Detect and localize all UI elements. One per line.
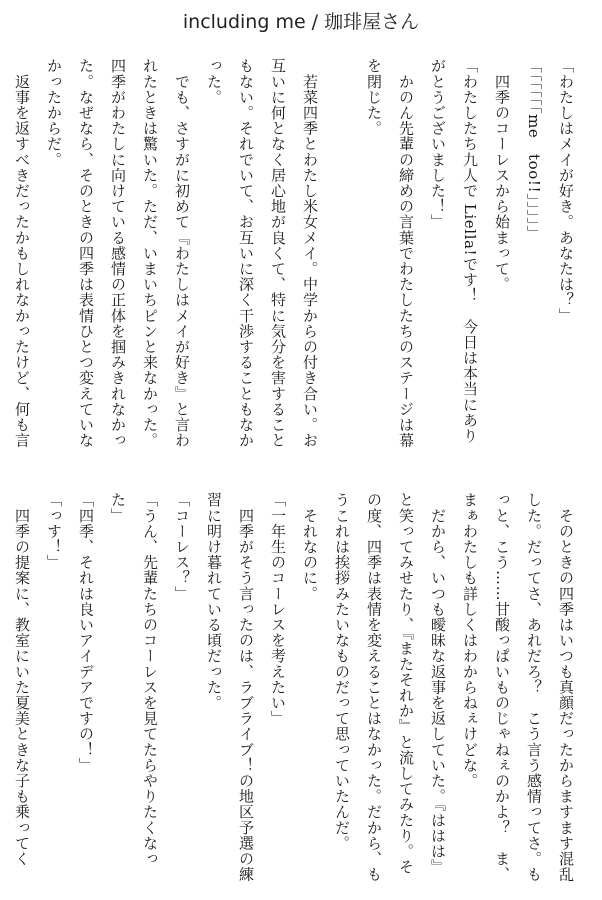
paragraph: 「四季、それは良いアイデアですの！」 (77, 492, 95, 773)
paragraph: それなのに。 (301, 492, 319, 602)
text-column-bottom (13, 492, 582, 884)
paragraph: 「わたしはメイが好き。あなたは？」 (557, 58, 575, 324)
paragraph: だから、いつも曖昧な返事を返していた。『ははは』と笑ってみせたり、『またそれか』と流してみたり。その度、四季は表情を変えることはなかった。だから、もうこれは挨拶みたいなものだって思っていたんだ。 (333, 492, 447, 882)
paragraph: そのときの四季はいつも真顔だったからますます混乱した。だってさ、あれだろ？ こう言う感情ってさ。もっと、こう……甘酸っぱいものじゃねぇのかよ？ ま、まぁわたしも詳しくはわからねぇけどな。 (461, 492, 575, 882)
paragraph: でも、さすがに初めて『わたしはメイが好き』と言われたときは驚いた。ただ、いまいちピンと来なかった。四季がわたしに向けている感情の正体を掴みきれなかった。なぜなら、そのときの四季は表情ひとつ変えていなかったからだ。 (45, 58, 191, 448)
text-column-top (13, 58, 582, 450)
paragraph: 「「「「「「me too!!」」」」」 (525, 58, 543, 242)
paragraph: 「コーレス？」 (173, 492, 191, 602)
paragraph-blank (326, 58, 358, 450)
paragraph: 四季がそう言ったのは、ラブライブ！の地区予選の練習に明け暮れている頃だった。 (205, 492, 255, 882)
paragraph: かのん先輩の締めの言葉でわたしたちのステージは幕を閉じた。 (365, 58, 415, 448)
paragraph: 返事を返すべきだったかもしれなかったけど、何も言 (13, 73, 31, 448)
page-title: including me / 珈琲屋さん (182, 11, 420, 33)
paragraph: 四季のコーレスから始まって。 (493, 58, 511, 292)
paragraph: 「っす！」 (45, 492, 63, 570)
paragraph: 「うん、先輩たちのコーレスを見てたらやりたくなった」 (109, 492, 159, 867)
paragraph: 「一年生のコーレスを考えたい」 (269, 492, 287, 726)
paragraph: 四季の提案に、教室にいた夏美ときな子も乗ってく (13, 507, 31, 867)
paragraph: 若菜四季とわたし米女メイ。中学からの付き合い。お互いに何となく居心地が良くて、特に気分を害することもない。それでいて、お互いに深く干渉することもなかった。 (205, 58, 319, 448)
paragraph: 「わたしたち九人で Liella!です！ 今日は本当にありがとうございました！」 (429, 58, 479, 444)
